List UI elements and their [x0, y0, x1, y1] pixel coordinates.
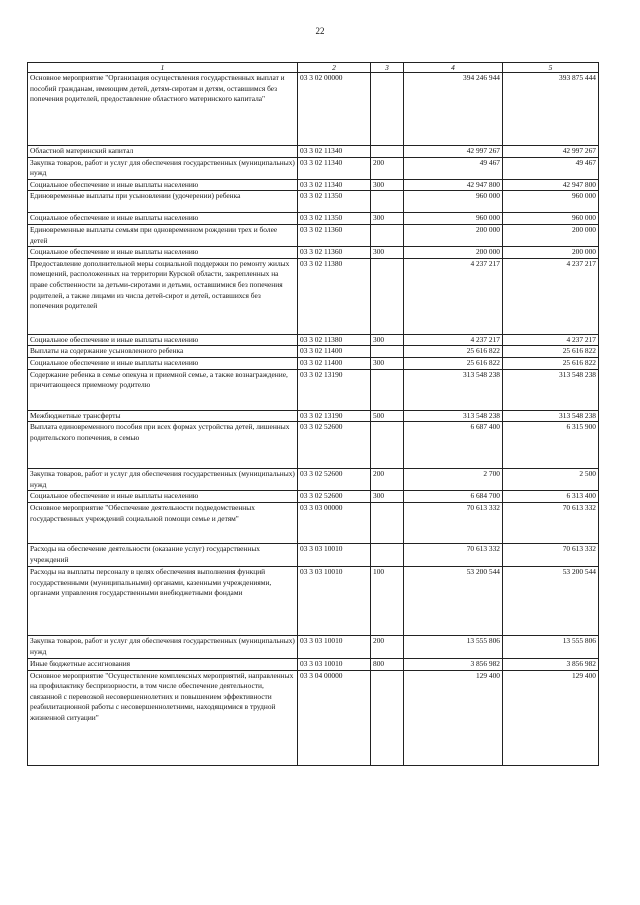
row-sum-year-1: 49 467 [404, 157, 503, 179]
row-expense-type: 300 [371, 357, 404, 369]
row-sum-year-2: 313 548 238 [503, 369, 599, 410]
row-expense-type: 800 [371, 658, 404, 670]
row-expense-type [371, 346, 404, 358]
page-number: 22 [315, 26, 325, 36]
row-code: 03 3 03 10010 [298, 635, 371, 658]
table-row [28, 369, 599, 410]
row-code: 03 3 02 11360 [298, 247, 371, 259]
row-sum-year-2: 13 555 806 [503, 635, 599, 658]
row-sum-year-1: 70 613 332 [404, 502, 503, 543]
row-expense-type [371, 224, 404, 246]
table-row [28, 469, 599, 491]
row-sum-year-2: 49 467 [503, 157, 599, 179]
row-sum-year-2: 2 500 [503, 469, 599, 491]
row-name: Выплаты на содержание усыновленного ребенка [28, 346, 298, 358]
row-expense-type: 300 [371, 491, 404, 503]
row-code: 03 3 02 11360 [298, 224, 371, 246]
row-expense-type [371, 543, 404, 566]
table-row [28, 146, 599, 158]
row-sum-year-2: 200 000 [503, 224, 599, 246]
row-expense-type: 500 [371, 410, 404, 422]
row-code: 03 3 03 10010 [298, 658, 371, 670]
row-name: Содержание ребенка в семье опекуна и приемной семье, а также вознаграждение, причитающееся приемному родителю [28, 369, 298, 410]
row-expense-type: 100 [371, 566, 404, 635]
row-code: 03 3 02 52600 [298, 491, 371, 503]
row-name: Межбюджетные трансферты [28, 410, 298, 422]
row-name: Социальное обеспечение и иные выплаты населению [28, 491, 298, 503]
row-sum-year-1: 129 400 [404, 670, 503, 765]
row-expense-type [371, 422, 404, 469]
row-sum-year-2: 6 315 900 [503, 422, 599, 469]
row-expense-type: 200 [371, 157, 404, 179]
row-sum-year-1: 394 246 944 [404, 73, 503, 146]
row-name: Социальное обеспечение и иные выплаты населению [28, 213, 298, 225]
row-sum-year-1: 25 616 822 [404, 357, 503, 369]
row-name: Предоставление дополнительной меры социальной поддержки по ремонту жилых помещений, расположенных на территории Курской области, закрепленных на праве собственности за детьми-сиротами и детьми, оставшимися без попечения родителей, а также лицами из числа детей-сирот и детей, оставшихся без попечения родителей [28, 258, 298, 334]
table-row [28, 191, 599, 213]
row-sum-year-1: 6 684 700 [404, 491, 503, 503]
table-body [28, 73, 599, 766]
row-code: 03 3 03 00000 [298, 502, 371, 543]
row-code: 03 3 02 00000 [298, 73, 371, 146]
row-code: 03 3 02 11380 [298, 258, 371, 334]
row-sum-year-1: 42 947 800 [404, 179, 503, 191]
row-sum-year-1: 70 613 332 [404, 543, 503, 566]
row-code: 03 3 02 52600 [298, 469, 371, 491]
row-sum-year-2: 70 613 332 [503, 543, 599, 566]
row-name: Закупка товаров, работ и услуг для обеспечения государственных (муниципальных) нужд [28, 157, 298, 179]
row-sum-year-1: 4 237 217 [404, 334, 503, 346]
table-row [28, 670, 599, 765]
table-row [28, 157, 599, 179]
table-row [28, 491, 599, 503]
row-sum-year-2: 129 400 [503, 670, 599, 765]
row-expense-type: 200 [371, 469, 404, 491]
row-sum-year-1: 25 616 822 [404, 346, 503, 358]
row-sum-year-1: 960 000 [404, 213, 503, 225]
row-name: Социальное обеспечение и иные выплаты населению [28, 357, 298, 369]
table-row [28, 422, 599, 469]
row-sum-year-1: 6 687 400 [404, 422, 503, 469]
row-expense-type [371, 146, 404, 158]
row-name: Закупка товаров, работ и услуг для обеспечения государственных (муниципальных) нужд [28, 635, 298, 658]
row-expense-type [371, 369, 404, 410]
row-sum-year-1: 13 555 806 [404, 635, 503, 658]
row-sum-year-1: 313 548 238 [404, 369, 503, 410]
table-row [28, 179, 599, 191]
row-name: Социальное обеспечение и иные выплаты населению [28, 247, 298, 259]
row-code: 03 3 02 52600 [298, 422, 371, 469]
row-sum-year-1: 53 200 544 [404, 566, 503, 635]
row-name: Основное мероприятие "Осуществление комплексных мероприятий, направленных на профилактику беспризорности, в том числе обеспечение деятельности, связанной с перевозкой несовершеннолетних и повышением эффективности реабилитационной работы с несовершеннолетними, находящимися в трудной жизненной ситуации" [28, 670, 298, 765]
row-sum-year-2: 53 200 544 [503, 566, 599, 635]
row-expense-type [371, 670, 404, 765]
header-col-4: 4 [404, 63, 503, 73]
row-expense-type: 300 [371, 179, 404, 191]
row-code: 03 3 04 00000 [298, 670, 371, 765]
row-name: Закупка товаров, работ и услуг для обеспечения государственных (муниципальных) нужд [28, 469, 298, 491]
table-row [28, 73, 599, 146]
row-sum-year-2: 70 613 332 [503, 502, 599, 543]
row-expense-type [371, 258, 404, 334]
row-expense-type: 300 [371, 334, 404, 346]
table-row [28, 334, 599, 346]
row-sum-year-1: 4 237 217 [404, 258, 503, 334]
table-row [28, 346, 599, 358]
table-row [28, 543, 599, 566]
row-sum-year-1: 960 000 [404, 191, 503, 213]
row-code: 03 3 03 10010 [298, 566, 371, 635]
row-code: 03 3 02 11350 [298, 191, 371, 213]
row-code: 03 3 02 11400 [298, 357, 371, 369]
row-name: Выплата единовременного пособия при всех формах устройства детей, лишенных родительского попечения, в семью [28, 422, 298, 469]
row-code: 03 3 02 13190 [298, 410, 371, 422]
row-sum-year-1: 200 000 [404, 224, 503, 246]
header-row [28, 63, 599, 73]
row-name: Расходы на выплаты персоналу в целях обеспечения выполнения функций государственными (муниципальными) органами, казенными учреждениями, органами управления государственными внебюджетными фондами [28, 566, 298, 635]
table-row [28, 224, 599, 246]
table-row [28, 635, 599, 658]
row-sum-year-2: 4 237 217 [503, 334, 599, 346]
row-code: 03 3 02 11380 [298, 334, 371, 346]
row-sum-year-2: 25 616 822 [503, 357, 599, 369]
row-sum-year-2: 25 616 822 [503, 346, 599, 358]
row-code: 03 3 02 11350 [298, 213, 371, 225]
header-col-2: 2 [298, 63, 371, 73]
budget-table [27, 62, 599, 766]
header-col-3: 3 [371, 63, 404, 73]
row-sum-year-2: 960 000 [503, 191, 599, 213]
row-sum-year-1: 200 000 [404, 247, 503, 259]
header-col-1: 1 [28, 63, 298, 73]
row-code: 03 3 02 11340 [298, 146, 371, 158]
row-expense-type: 300 [371, 247, 404, 259]
table-row [28, 502, 599, 543]
table-row [28, 410, 599, 422]
table-row [28, 258, 599, 334]
row-sum-year-2: 42 947 800 [503, 179, 599, 191]
row-sum-year-2: 200 000 [503, 247, 599, 259]
row-code: 03 3 02 11400 [298, 346, 371, 358]
row-sum-year-1: 2 700 [404, 469, 503, 491]
row-sum-year-2: 3 856 982 [503, 658, 599, 670]
row-sum-year-1: 42 997 267 [404, 146, 503, 158]
table-row [28, 566, 599, 635]
row-code: 03 3 02 11340 [298, 157, 371, 179]
row-name: Основное мероприятие "Организация осуществления государственных выплат и пособий гражданам, имеющим детей, детям-сиротам и детям, оставшимся без попечения родителей, предоставление областного материнского капитала" [28, 73, 298, 146]
row-name: Социальное обеспечение и иные выплаты населению [28, 179, 298, 191]
row-expense-type [371, 502, 404, 543]
row-name: Расходы на обеспечение деятельности (оказание услуг) государственных учреждений [28, 543, 298, 566]
row-expense-type [371, 73, 404, 146]
row-expense-type [371, 191, 404, 213]
row-sum-year-1: 3 856 982 [404, 658, 503, 670]
row-sum-year-2: 313 548 238 [503, 410, 599, 422]
table-row [28, 213, 599, 225]
header-col-5: 5 [503, 63, 599, 73]
table-row [28, 658, 599, 670]
row-sum-year-1: 313 548 238 [404, 410, 503, 422]
row-expense-type: 300 [371, 213, 404, 225]
row-code: 03 3 02 13190 [298, 369, 371, 410]
row-sum-year-2: 4 237 217 [503, 258, 599, 334]
row-name: Областной материнский капитал [28, 146, 298, 158]
row-sum-year-2: 960 000 [503, 213, 599, 225]
row-name: Единовременные выплаты при усыновлении (удочерении) ребенка [28, 191, 298, 213]
row-sum-year-2: 6 313 400 [503, 491, 599, 503]
table-row [28, 247, 599, 259]
row-sum-year-2: 42 997 267 [503, 146, 599, 158]
row-name: Социальное обеспечение и иные выплаты населению [28, 334, 298, 346]
table-row [28, 357, 599, 369]
row-name: Единовременные выплаты семьям при одновременном рождении трех и более детей [28, 224, 298, 246]
row-code: 03 3 02 11340 [298, 179, 371, 191]
row-code: 03 3 03 10010 [298, 543, 371, 566]
row-sum-year-2: 393 875 444 [503, 73, 599, 146]
row-name: Основное мероприятие "Обеспечение деятельности подведомственных государственных учреждений социальной помощи семье и детям" [28, 502, 298, 543]
row-expense-type: 200 [371, 635, 404, 658]
row-name: Иные бюджетные ассигнования [28, 658, 298, 670]
